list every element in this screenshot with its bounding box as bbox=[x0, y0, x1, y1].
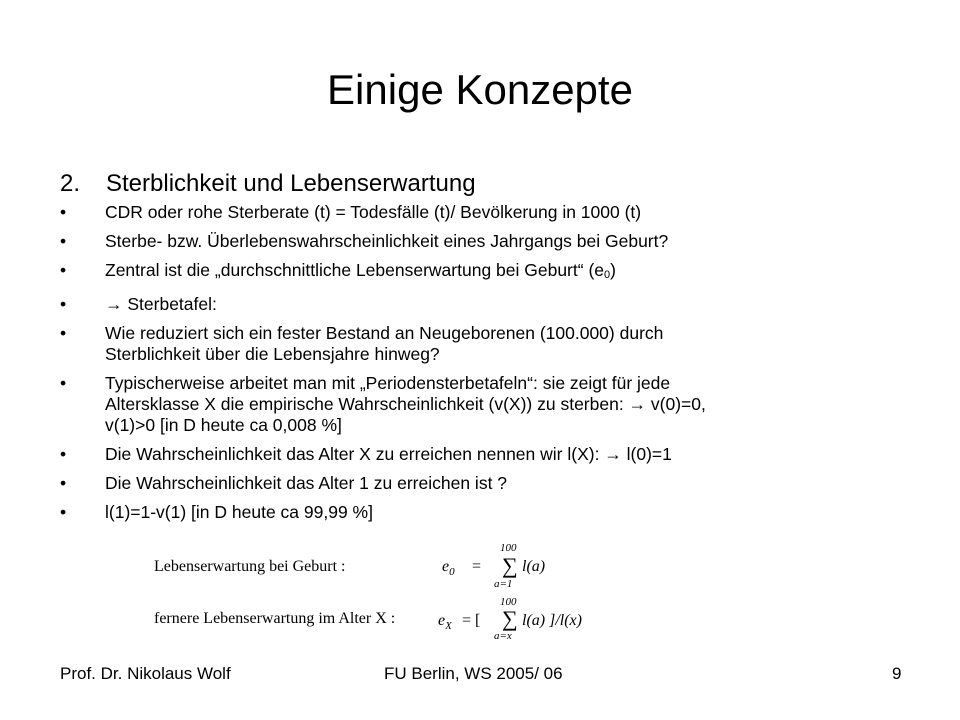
bullet-icon: • bbox=[60, 473, 67, 493]
subscript-zero: 0 bbox=[604, 269, 611, 281]
sum-icon: ∑ bbox=[502, 553, 518, 578]
bullet-icon: • bbox=[60, 231, 67, 251]
list-item bbox=[60, 444, 920, 465]
section-title: Sterblichkeit und Lebenserwartung bbox=[106, 170, 476, 197]
formula-1-lhs: $e_0$ bbox=[442, 558, 455, 579]
section-number: 2. bbox=[60, 170, 81, 197]
list-item bbox=[60, 231, 920, 252]
bullet-text: l(1)=1-v(1) [in D heute ca 99,99 %] bbox=[105, 502, 373, 522]
footer-author: Prof. Dr. Nikolaus Wolf bbox=[60, 664, 231, 683]
formula-1-body: l(a) bbox=[522, 558, 546, 575]
bullet-text: CDR oder rohe Sterberate (t) = Todesfälle (t)/ Bevölkerung in 1000 (t) bbox=[105, 202, 642, 222]
formula-2-lower-limit: a=x bbox=[494, 630, 512, 642]
list-item bbox=[60, 323, 920, 365]
formula-2-upper-limit: 100 bbox=[500, 596, 517, 608]
bullet-text: Sterbe- bzw. Überlebenswahrscheinlichkeit eines Jahrgangs bei Geburt? bbox=[105, 231, 669, 251]
bullet-icon: • bbox=[60, 502, 67, 522]
bullet-icon: • bbox=[60, 444, 67, 464]
page-number: 9 bbox=[892, 664, 902, 683]
formula-1-label: Lebenserwartung bei Geburt : bbox=[154, 558, 346, 575]
list-item bbox=[60, 260, 920, 286]
formula-2-equals: = [ bbox=[462, 612, 481, 629]
list-item bbox=[60, 502, 920, 523]
formula-2-body: l(a) ]/l(x) bbox=[522, 612, 582, 629]
formula-1-equals: = bbox=[472, 558, 482, 575]
bullet-icon: • bbox=[60, 373, 67, 393]
bullet-icon: • bbox=[60, 260, 67, 280]
list-item bbox=[60, 202, 920, 223]
sum-icon: ∑ bbox=[502, 606, 518, 631]
slide-content bbox=[60, 168, 920, 531]
bullet-text: Zentral ist die „durchschnittliche Lebenserwartung bei Geburt“ (e bbox=[105, 260, 604, 280]
bullet-icon: • bbox=[60, 294, 67, 314]
formula-1-upper-limit: 100 bbox=[500, 542, 517, 554]
list-item bbox=[60, 373, 920, 436]
formula-2-label: fernere Lebenserwartung im Alter X : bbox=[154, 610, 396, 627]
closing-paren: ) bbox=[610, 260, 616, 280]
formula-1-lower-limit: a=1 bbox=[494, 578, 513, 590]
bullet-text: Die Wahrscheinlichkeit das Alter 1 zu erreichen ist ? bbox=[105, 473, 508, 493]
bullet-text: Typischerweise arbeitet man mit „Periodensterbetafeln“: sie zeigt für jede Altersklasse X die empirische Wahrscheinlichkeit (v(X)) zu sterben: → v(0)=0, v(1)>0 [in D heute ca 0,008 %] bbox=[105, 373, 706, 435]
bullet-icon: • bbox=[60, 323, 67, 343]
section-heading bbox=[60, 168, 920, 202]
formula-image bbox=[150, 540, 590, 640]
bullet-text: Die Wahrscheinlichkeit das Alter X zu erreichen nennen wir l(X): → l(0)=1 bbox=[105, 444, 672, 464]
bullet-text: Wie reduziert sich ein fester Bestand an Neugeborenen (100.000) durch Sterblichkeit über die Lebensjahre hinweg? bbox=[105, 323, 664, 364]
bullet-list bbox=[60, 202, 920, 523]
formula-2-lhs: $e_X$ bbox=[438, 612, 452, 633]
bullet-icon: • bbox=[60, 202, 67, 222]
list-item bbox=[60, 473, 920, 494]
footer-institution: FU Berlin, WS 2005/ 06 bbox=[384, 664, 563, 683]
slide-title: Einige Konzepte bbox=[327, 66, 633, 113]
list-item bbox=[60, 294, 920, 315]
bullet-text: → Sterbetafel: bbox=[105, 294, 217, 314]
